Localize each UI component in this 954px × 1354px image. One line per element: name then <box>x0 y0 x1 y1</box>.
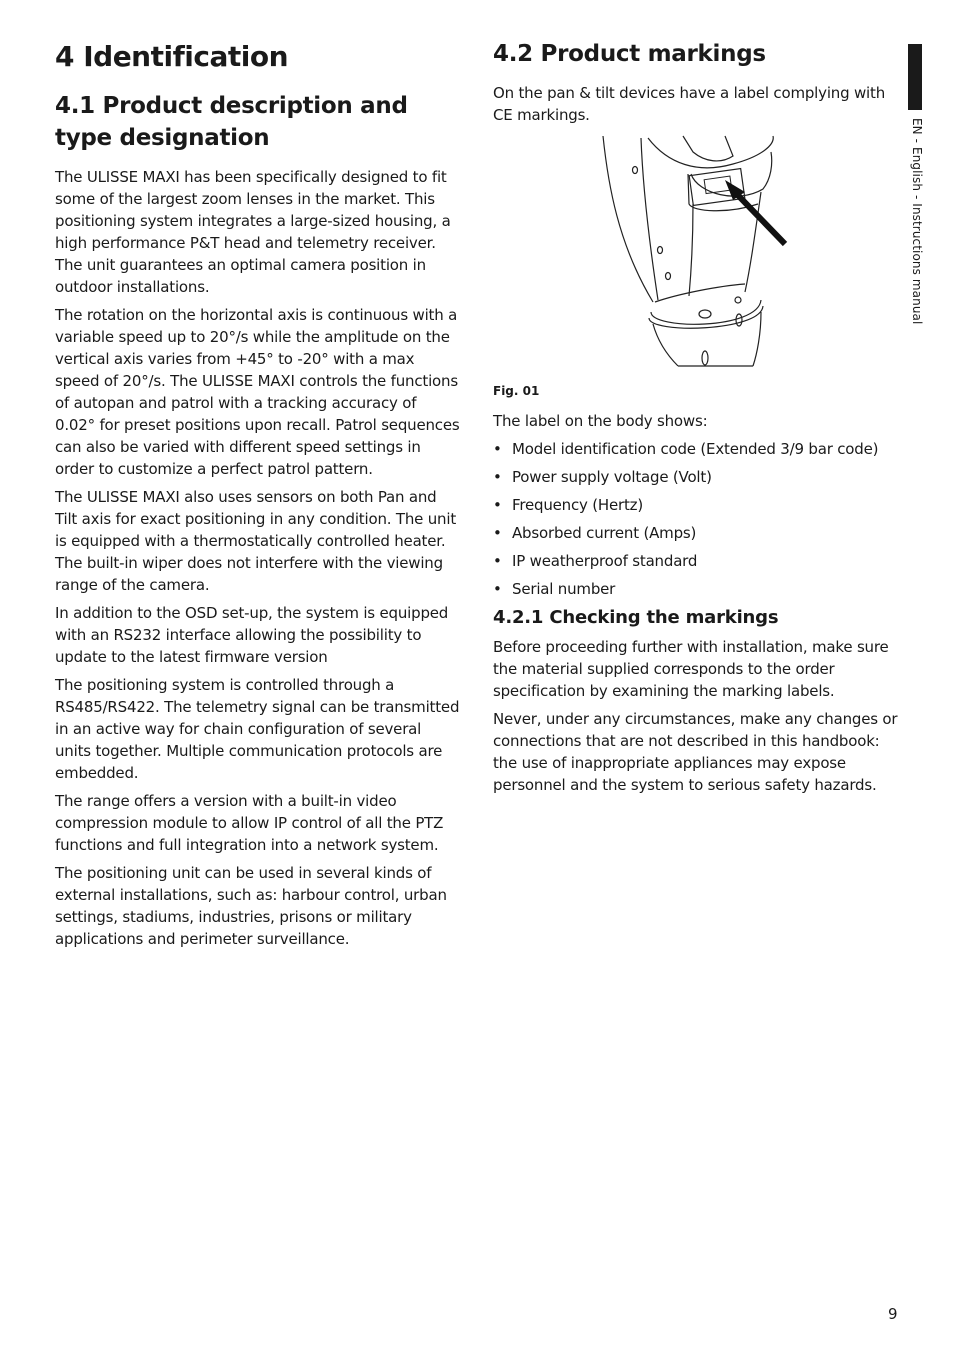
page-number: 9 <box>888 1305 898 1323</box>
chapter-title: 4 Identification <box>55 40 289 73</box>
paragraph: The rotation on the horizontal axis is continuous with a variable speed up to 20°/s while the amplitude on the vertical axis varies from +45° to -20° with a max speed of 20°/s. The ULISSE MAXI controls the functions of autopan and patrol with a tracking accuracy of 0.02° for preset positions upon recall. Patrol sequences can also be varied with different speed settings in order to customize a perfect patrol pattern. <box>55 306 460 478</box>
list-item: • Absorbed current (Amps) <box>493 524 697 542</box>
section-title-product-description: 4.1 Product description and type designation <box>55 93 408 151</box>
right-column <box>493 38 898 802</box>
subsection-title-checking-markings: 4.2.1 Checking the markings <box>493 607 779 628</box>
list-item: • Serial number <box>493 580 616 598</box>
paragraph: Never, under any circumstances, make any changes or connections that are not described in this handbook: the use of inappropriate appliances may expose personnel and the system to serious safety hazards. <box>493 710 898 794</box>
bullet: • <box>493 468 502 486</box>
paragraph: In addition to the OSD set-up, the system is equipped with an RS232 interface allowing the possibility to update to the latest firmware version <box>55 604 449 666</box>
bullet: • <box>493 524 502 542</box>
figure-caption: Fig. 01 <box>493 384 540 398</box>
paragraph: The range offers a version with a built-in video compression module to allow IP control of all the PTZ functions and full integration into a network system. <box>55 792 444 854</box>
left-column <box>55 38 460 956</box>
paragraph: The ULISSE MAXI has been specifically designed to fit some of the largest zoom lenses in the market. This positioning system integrates a large-sized housing, a high performance P&T head and telemetry receiver. The unit guarantees an optimal camera position in outdoor installations. <box>55 168 451 296</box>
paragraph: The positioning unit can be used in several kinds of external installations, such as: harbour control, urban settings, stadiums, industries, prisons or military applications and perimeter surveillance. <box>55 864 447 948</box>
label-contents-list <box>493 438 898 600</box>
bullet: • <box>493 440 502 458</box>
list-item: • Frequency (Hertz) <box>493 496 643 514</box>
language-tab-label: EN - English - Instructions manual <box>910 118 924 325</box>
pan-tilt-unit-illustration <box>493 134 898 374</box>
bullet: • <box>493 496 502 514</box>
paragraph: Before proceeding further with installation, make sure the material supplied corresponds to the order specification by examining the marking labels. <box>493 638 889 700</box>
list-item: • Power supply voltage (Volt) <box>493 468 712 486</box>
figure-product-label <box>493 134 898 374</box>
section-title-product-markings: 4.2 Product markings <box>493 41 766 67</box>
list-item: • Model identification code (Extended 3/9 bar code) <box>493 440 879 458</box>
language-tab-marker <box>908 44 922 110</box>
label-intro: The label on the body shows: <box>493 412 708 430</box>
paragraph: The positioning system is controlled through a RS485/RS422. The telemetry signal can be transmitted in an active way for chain configuration of several units together. Multiple communication protocols are embedded. <box>55 676 460 782</box>
markings-intro: On the pan & tilt devices have a label complying with CE markings. <box>493 84 886 124</box>
list-item: • IP weatherproof standard <box>493 552 698 570</box>
bullet: • <box>493 580 502 598</box>
bullet: • <box>493 552 502 570</box>
paragraph: The ULISSE MAXI also uses sensors on both Pan and Tilt axis for exact positioning in any condition. The unit is equipped with a thermostatically controlled heater. The built-in wiper does not interfere with the viewing range of the camera. <box>55 488 457 594</box>
